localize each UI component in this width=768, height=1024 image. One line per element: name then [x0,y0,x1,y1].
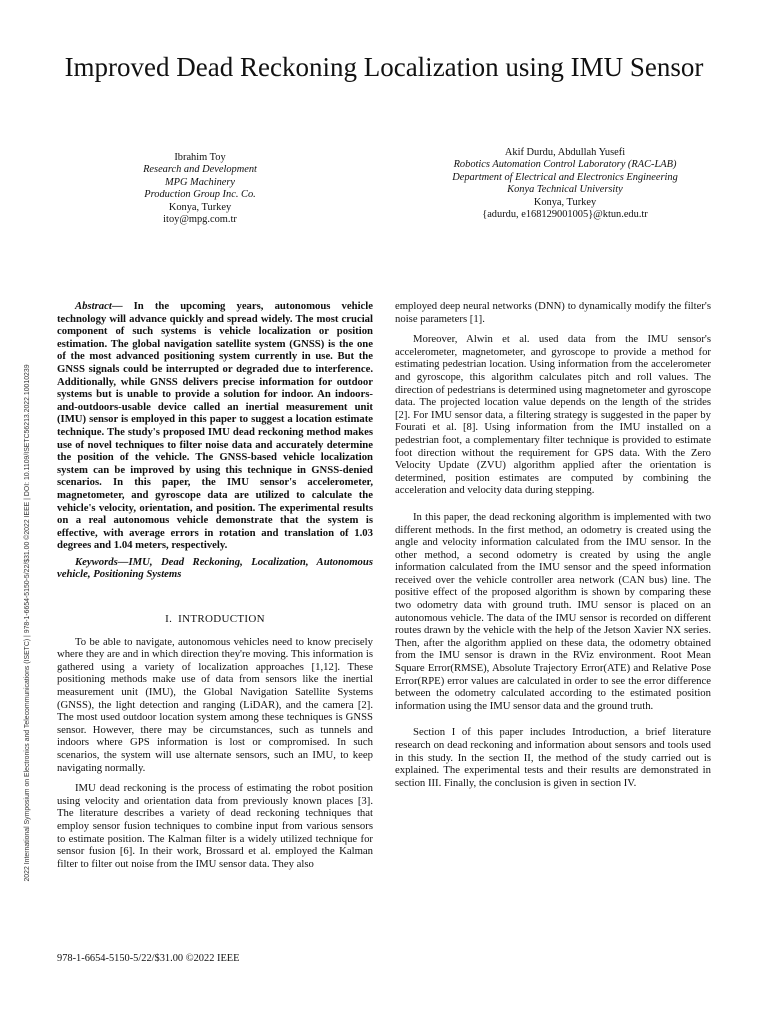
author-affiliation: MPG Machinery [164,176,236,188]
abstract-lead: Abstract [75,300,112,312]
footer-copyright: 978-1-6654-5150-5/22/$31.00 ©2022 IEEE [57,953,240,964]
conference-side-note: 2022 International Symposium on Electronics and Telecommunications (ISETC) | 978-1-6654-5150-5/22/$31.00 ©2022 IEEE | DOI: 10.1109/ISETC56213.2022.10010239 [24,364,31,882]
body-paragraph: IMU dead reckoning is the process of estimating the robot position using velocity and orientation data from previously known places [3]. The literature describes a variety of dead reckoning techniques that employ sensor fusion techniques to combine input from various sensors to estimate position. The Kalman filter is a widely utilized technique for sensor fusion [6]. In their work, Brossard et al. employed the Kalman filter to filter out noise from the IMU sensor data. They also [57,782,373,870]
author-location: Konya, Turkey [533,196,597,208]
body-paragraph: Moreover, Alwin et al. used data from the IMU sensor's accelerometer, magnetometer, and gyroscope to provide a method for estimating pedestrian location. Using information from the accelerometer and gyroscope, this algorithm calculates pitch and roll values. The direction of pedestrians is determined using magnetometer and gyroscope data. The projected location value depends on the length of the strides [2]. For IMU sensor data, a filtering strategy is suggested in the paper by Fourati et al. [8]. Using information from the IMU installed on a pedestrian foot, a complementary filter technique is provided to estimate foot direction without the requirement for GPS data. With the Zero Velocity Update (ZVU) algorithm applied after the orientation is determined, position estimates are computed by combining the acceleration and velocity data during stepping. [395,333,711,497]
section-number: I. [165,613,173,626]
keywords: Keywords—IMU, Dead Reckoning, Localization, Autonomous vehicle, Positioning Systems [57,555,373,581]
abstract-text: — In the upcoming years, autonomous vehicle technology will advance quickly and spread widely. The most crucial component of such systems is vehicle localization or position estimation. The global navigation satellite system (GNSS) is the one of the most advanced positioning system currently in use. But the GNSS signals could be interrupted or degraded due to interference. Additionally, while GNSS delivers precise information for outdoor systems but is unable to provide a solution for indoor. An indoors-and-outdoors-usable device called an inertial measurement unit (IMU) sensor is employed in this paper to suggest a location estimate technique. The study's proposed IMU dead reckoning method makes use of novel techniques to filter noise data and accurately determine the position of the vehicle. The GNSS-based vehicle localization system can be improved by using this technique in GNSS-denied scenarios. In this paper, the IMU sensor's accelerometer, magnetometer, and gyroscope data are utilized to calculate the vehicle's velocity, orientation, and position. The experimental results on a real autonomous vehicle demonstrate that the system is effective, with average errors in rotation and translation of 1.03 degrees and 1.04 meters, respectively. [57,300,373,552]
abstract [57,300,373,552]
author-name: Ibrahim Toy [174,152,226,163]
author-affiliation: Department of Electrical and Electronics Engineering [452,171,678,183]
author-email: {adurdu, e168129001005}@ktun.edu.tr [482,209,648,221]
section-heading [57,613,373,626]
author-affiliation: Research and Development [143,164,257,176]
author-affiliation: Konya Technical University [507,184,623,196]
body-paragraph: In this paper, the dead reckoning algorithm is implemented with two different methods. In the first method, an odometry is created using the angle and velocity information calculated from the IMU sensor. In the other method, a second odometry is created by using the angle information calculated from the IMU sensor and the speed information received over the vehicle controller area network (CAN bus) line. The positive effect of the proposed algorithm is shown by comparing these two odometry data with ground truth. IMU sensor is placed on an autonomous vehicle. The data of the IMU sensor is recorded on different routes drawn by the vehicle with the help of the Jetson Xavier NX series. Then, after the algorithm applied on these data, the odometry obtained from the IMU sensor is drawn in the RViz environment. Root Mean Square Error(RMSE), Absolute Trajectory Error(ATE) and Relative Pose Error(RPE) error values are calculated in order to see the error difference between the odometry calculated according to the estimated position information using the IMU sensor data and the ground truth. [395,510,711,712]
paper-title: Improved Dead Reckoning Localization using IMU Sensor [64,52,704,82]
author-affiliation: Production Group Inc. Co. [144,189,256,201]
left-column [57,300,373,870]
body-paragraph: Section I of this paper includes Introduction, a brief literature research on dead reckoning and information about sensors and tools used in this study. In the section II, the method of the study carried out is explained. The experimental tests and their results are demonstrated in section III. Finally, the conclusion is given in section IV. [395,726,711,789]
body-paragraph: To be able to navigate, autonomous vehicles need to know precisely where they are and in which direction they're moving. This information is gathered using a variety of localization approaches [1,12]. These positioning methods make use of data from sensors like the inertial measurement unit (IMU), the Global Navigation Satellite Systems (GNSS), the light detection and ranging (LiDAR), and the camera [2]. The most used outdoor location system among these techniques is GNSS sensor. However, there may be circumstances, such as tunnels and indoors where GPS information is lost or compromised. In such scenarios, the system will use alternate sensors, such an IMU, to keep navigating normally. [57,635,373,774]
author-location: Konya, Turkey [168,201,232,213]
author-affiliation: Robotics Automation Control Laboratory (RAC-LAB) [453,159,677,171]
right-column [395,300,711,789]
section-title: INTRODUCTION [178,613,265,626]
body-paragraph: employed deep neural networks (DNN) to dynamically modify the filter's noise parameters [1]. [395,300,711,325]
author-block-2 [420,147,710,221]
author-name: Akif Durdu, Abdullah Yusefi [504,147,626,158]
author-block-1 [100,152,300,226]
author-email: itoy@mpg.com.tr [163,214,237,226]
